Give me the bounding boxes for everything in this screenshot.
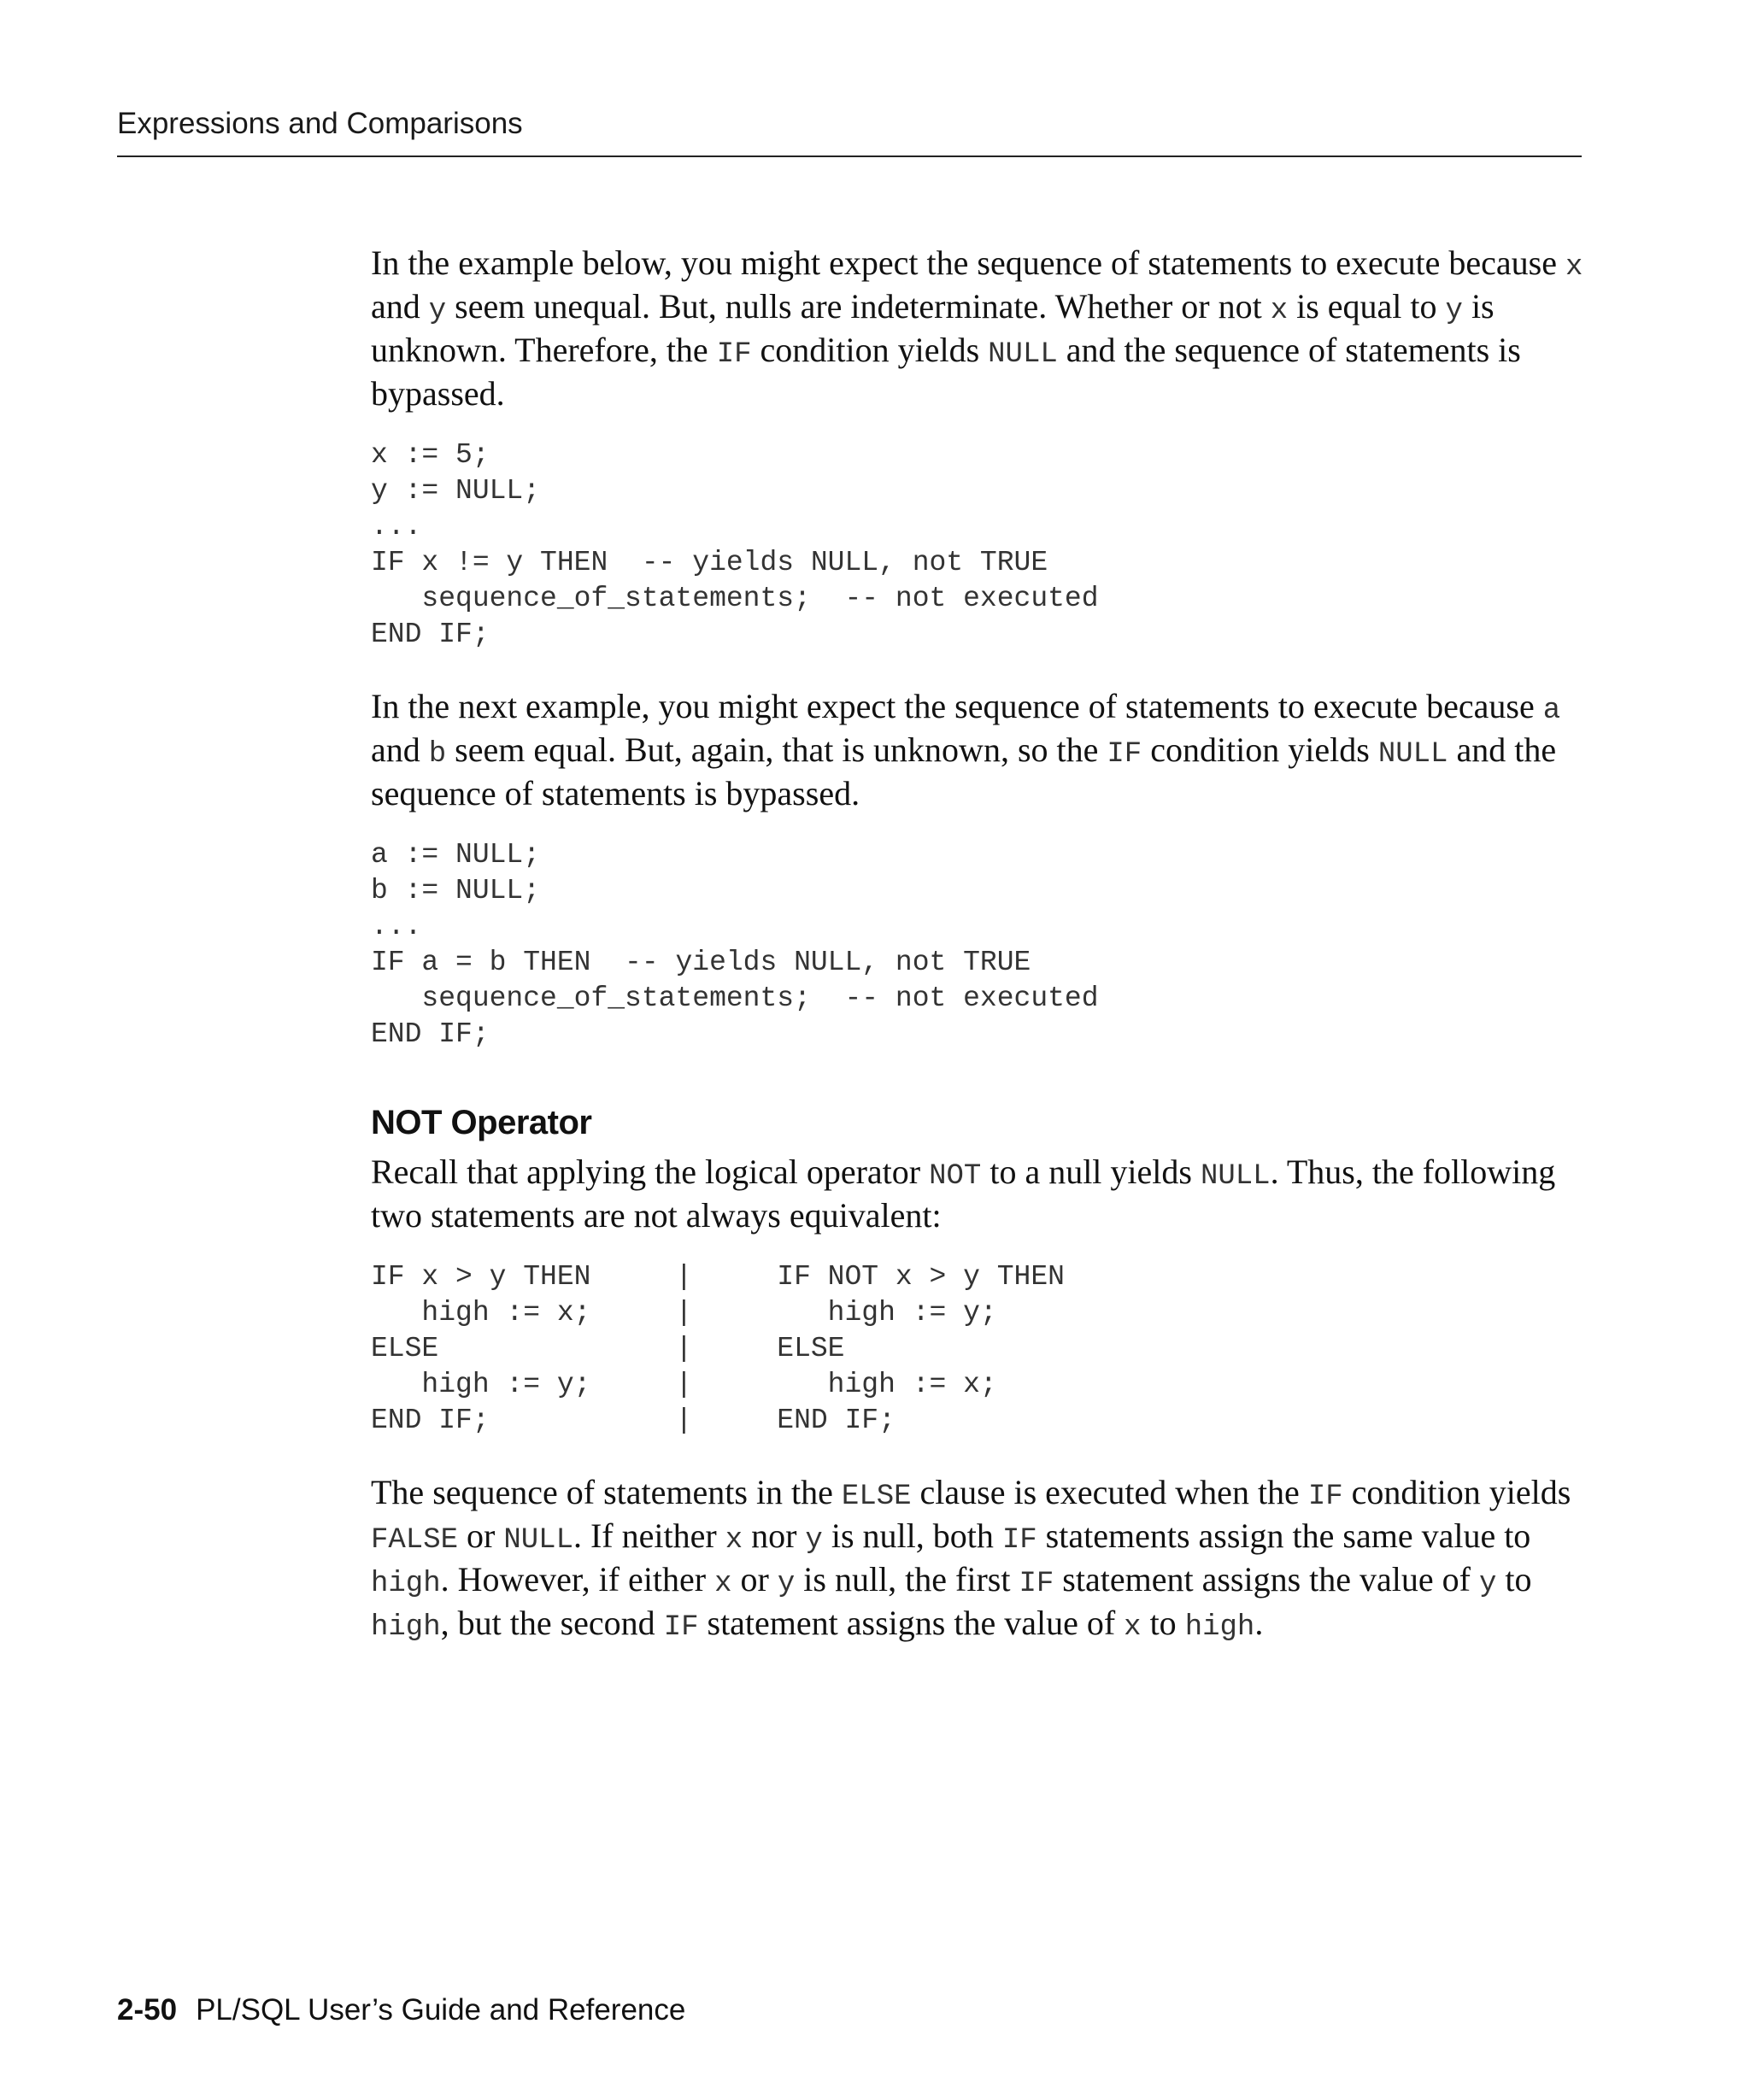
paragraph-null-inequality: In the example below, you might expect the sequence of statements to execute because x and y seem unequal. But, nulls are indeterminate. Whether or not x is equal to y is unknown. Therefore, the IF condition yields NULL and the sequence of statements is bypassed.: [371, 243, 1583, 413]
book-title: PL/SQL User’s Guide and Reference: [196, 1993, 686, 2027]
paragraph-not-operator: Recall that applying the logical operator NOT to a null yields NULL. Thus, the following two statements are not always equivalent:: [371, 1153, 1556, 1235]
header-rule: [117, 155, 1582, 157]
paragraph-else-clause: The sequence of statements in the ELSE clause is executed when the IF condition yields FALSE or NULL. If neither x nor y is null, both IF statements assign the same value to high. However, if either x or y is null, the first IF statement assigns the value of y to high, but the second IF statement assigns the value of x to high.: [371, 1473, 1571, 1644]
code-example-equality: a := NULL; b := NULL; ... IF a = b THEN -- yields NULL, not TRUE sequence_of_statements; -- not executed END IF;: [371, 839, 1099, 1050]
running-header: Expressions and Comparisons: [117, 107, 523, 140]
page-number: 2-50: [117, 1993, 178, 2027]
code-example-inequality: x := 5; y := NULL; ... IF x != y THEN -- yields NULL, not TRUE sequence_of_statements; -- not executed END IF;: [371, 439, 1099, 650]
page-footer: [117, 1993, 685, 2027]
page-content: [371, 243, 1584, 1647]
paragraph-null-equality: In the next example, you might expect the sequence of statements to execute because a and b seem equal. But, again, that is unknown, so the IF condition yields NULL and the sequence of statements is bypassed.: [371, 687, 1561, 812]
section-heading-not-operator: NOT Operator: [371, 1104, 592, 1141]
code-example-not-comparison: IF x > y THEN | IF NOT x > y THEN high := x; | high := y; ELSE | ELSE high := y; | high := x; END IF; | END IF;: [371, 1261, 1065, 1436]
